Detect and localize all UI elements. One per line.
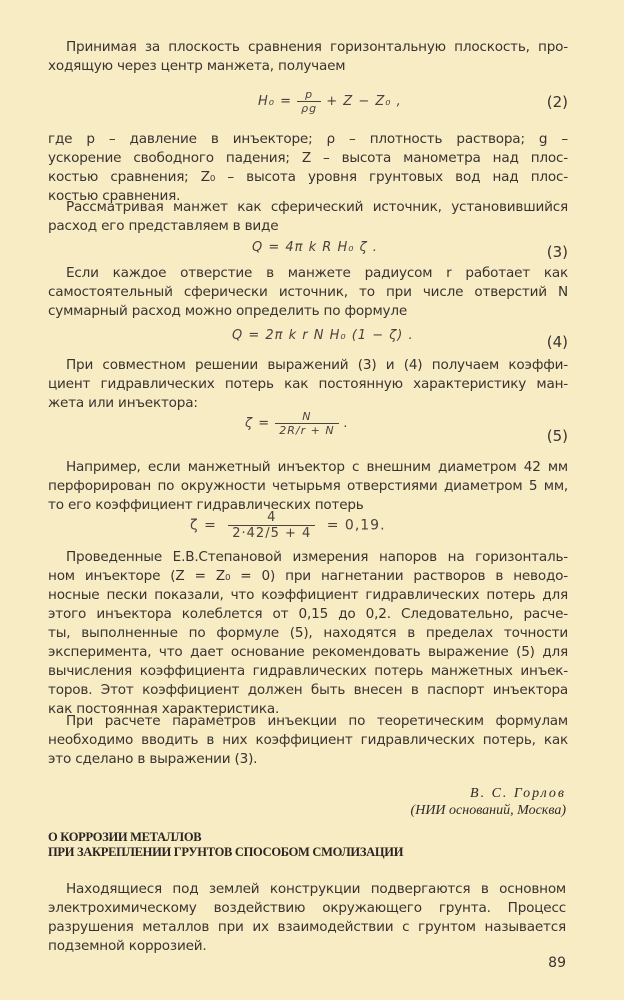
heading-line: ПРИ ЗАКРЕПЛЕНИИ ГРУНТОВ СПОСОБОМ СМОЛИЗАЦИИ <box>48 845 404 859</box>
equation-4: Q = 2π k r N H₀ (1 − ζ) . <box>232 328 414 343</box>
text-line: ты, выполненные по формуле (5), находятся в пределах точности <box>48 625 568 641</box>
eq-rhs: = 0,19. <box>326 517 386 534</box>
text-line: носные пески показали, что коэффициент гидравлических потерь для <box>48 587 568 603</box>
text-line: Если каждое отверстие в манжете радиусом r работает как <box>66 265 568 281</box>
text-line: циент гидравлических потерь как постоянную характеристику ман- <box>48 376 568 392</box>
text-line: как постоянная характеристика. <box>48 701 280 717</box>
eq-tail: . <box>343 416 349 431</box>
numerator: p <box>297 88 321 102</box>
paragraph-joint-solution <box>48 356 568 413</box>
eq-lhs: H₀ = <box>258 94 293 109</box>
text-line: эксперимента, что дает основание рекомендовать выражение (5) для <box>48 644 568 660</box>
paragraph-injection-calc <box>48 712 568 769</box>
equation-number-5: (5) <box>546 427 568 445</box>
text-line: При совместном решении выражений (3) и (4) получаем коэффи- <box>66 357 568 373</box>
text-line: Проведенные Е.В.Степановой измерения напоров на горизонталь- <box>66 549 568 565</box>
text-line: Рассматривая манжет как сферический источник, установившийся <box>66 199 568 215</box>
paragraph-spherical-source <box>48 198 568 236</box>
denominator: ρg <box>301 102 318 115</box>
paragraph-definitions <box>48 130 568 206</box>
text-line: ном инъекторе (Z = Z₀ = 0) при нагнетании растворов в неводо- <box>48 568 568 584</box>
page-number: 89 <box>548 955 566 971</box>
section-heading <box>48 830 403 860</box>
text-line: ускорение свободного падения; Z – высота манометра над плос- <box>48 150 568 166</box>
text-line: суммарный расход можно определить по формуле <box>48 303 408 319</box>
text-line: ходящую через центр манжета, получаем <box>48 58 346 74</box>
text-line: подземной коррозией. <box>48 938 207 954</box>
text-line: Принимая за плоскость сравнения горизонтальную плоскость, про- <box>66 39 568 55</box>
text-line: это сделано в выражении (3). <box>48 751 258 767</box>
equation-3: Q = 4π k R H₀ ζ . <box>252 240 378 255</box>
text-line: костью сравнения; Z₀ – высота уровня грунтовых вод над плос- <box>48 169 568 185</box>
author-signature <box>411 785 566 819</box>
text-line: расход его представляем в виде <box>48 218 279 234</box>
text-line: необходимо вводить в них коэффициент гидравлических потерь, как <box>48 732 568 748</box>
author-affiliation: (НИИ оснований, Москва) <box>410 803 566 818</box>
equation-5 <box>245 410 349 437</box>
text-line: При расчете параметров инъекции по теоретическим формулам <box>66 713 568 729</box>
paragraph-holes <box>48 264 568 321</box>
text-line: перфорирован по окружности четырьмя отверстиями диаметром 5 мм, <box>48 478 568 494</box>
text-line: самостоятельный сферически источник, то при числе отверстий N <box>48 284 568 300</box>
denominator: 2·42/5 + 4 <box>232 526 312 541</box>
numerator: 4 <box>228 510 315 526</box>
fraction <box>275 410 338 437</box>
eq-rhs: + Z − Z₀ , <box>326 94 402 109</box>
equation-number-3: (3) <box>546 243 568 261</box>
text-line: костью сравнения. <box>48 188 181 204</box>
paragraph-example <box>48 458 568 515</box>
text-line: торов. Этот коэффициент должен быть внесен в паспорт инъектора <box>48 682 568 698</box>
numerator: N <box>275 410 338 424</box>
paragraph-measurements <box>48 548 568 719</box>
eq-lhs: ζ = <box>190 517 217 534</box>
equation-2 <box>258 88 402 115</box>
text-line: электрохимическому воздействию окружающего грунта. Процесс <box>48 900 566 916</box>
text-line: то его коэффициент гидравлических потерь <box>48 497 364 513</box>
paragraph-reference-plane <box>48 38 568 76</box>
text-line: Например, если манжетный инъектор с внешним диаметром 42 мм <box>66 459 568 475</box>
text-line: где p – давление в инъекторе; ρ – плотность раствора; g – <box>48 131 568 147</box>
text-line: вычисления коэффициента гидравлических потерь манжетных инъек- <box>48 663 568 679</box>
text-line: этого инъектора колеблется от 0,15 до 0,2. Следовательно, расче- <box>48 606 568 622</box>
fraction <box>297 88 321 115</box>
paragraph-corrosion <box>48 880 566 956</box>
fraction <box>228 510 315 541</box>
denominator: 2R/r + N <box>279 424 335 437</box>
equation-number-2: (2) <box>546 93 568 111</box>
text-line: Находящиеся под землей конструкции подвергаются в основном <box>66 881 566 897</box>
eq-lhs: ζ = <box>245 416 271 431</box>
equation-example <box>190 510 386 541</box>
text-line: разрушения металлов при их взаимодействии с грунтом называется <box>48 919 566 935</box>
author-name: В. С. Горлов <box>470 786 566 801</box>
heading-line: О КОРРОЗИИ МЕТАЛЛОВ <box>48 830 202 844</box>
text-line: жета или инъектора: <box>48 395 198 411</box>
equation-number-4: (4) <box>546 333 568 351</box>
